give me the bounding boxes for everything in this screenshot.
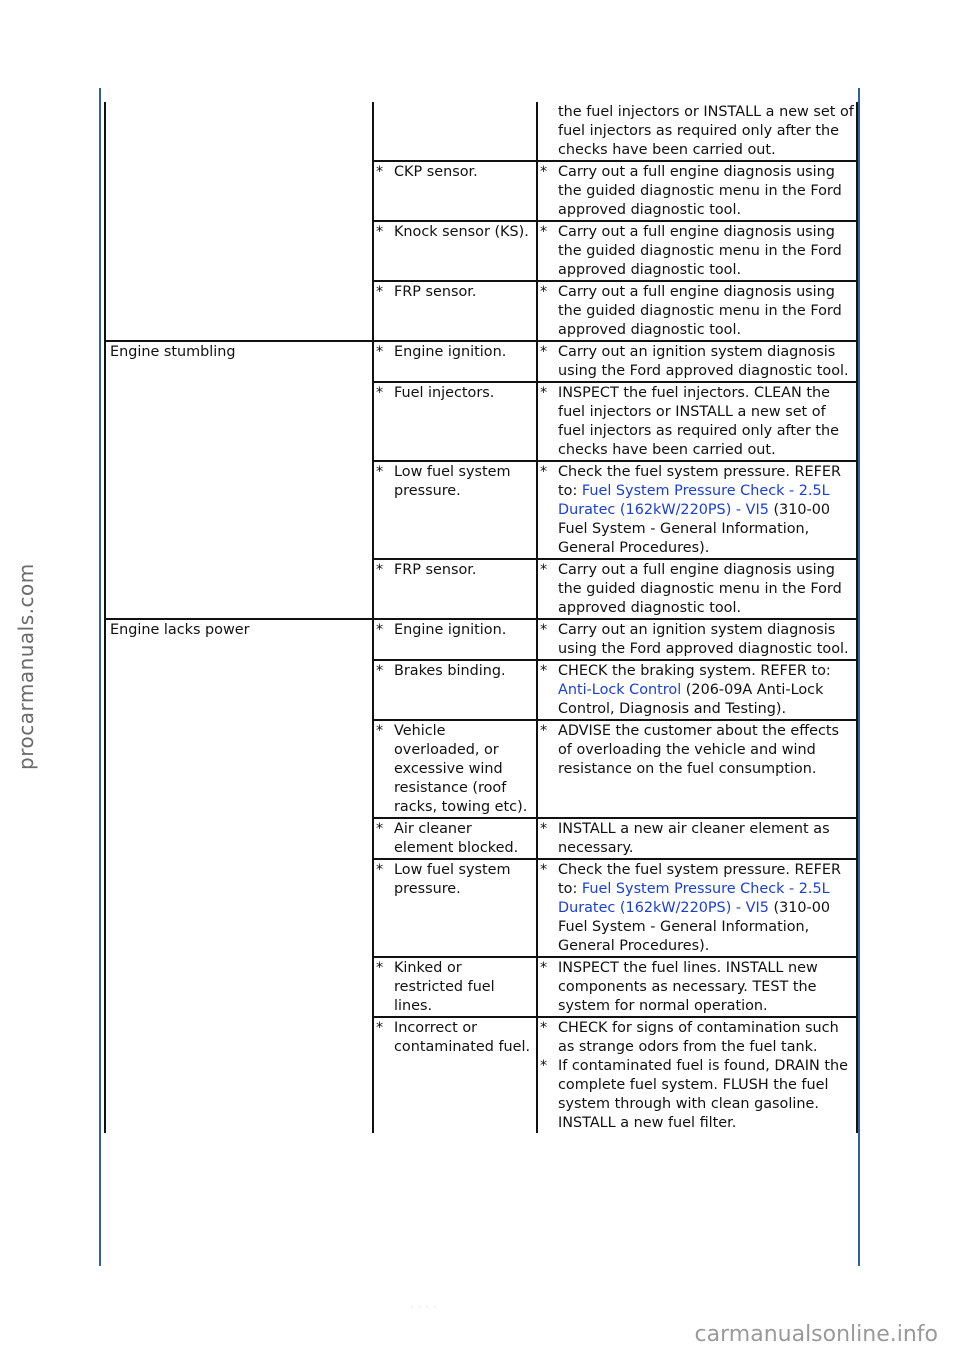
bullet-star-icon: *: [540, 862, 548, 878]
bullet-star-icon: *: [376, 284, 384, 300]
action-cell: [537, 859, 857, 957]
table-row: [105, 619, 857, 660]
action-text-fragment: Check the fuel system pressure. REFER to:: [558, 862, 842, 897]
source-text: Vehicle overloaded, or excessive wind resistance (roof racks, towing etc).: [394, 723, 528, 815]
source-text: Kinked or restricted fuel lines.: [394, 960, 495, 1014]
bullet-star-icon: *: [540, 224, 548, 240]
action-text-fragment: Carry out a full engine diagnosis using the guided diagnostic menu in the Ford approved diagnostic tool.: [558, 224, 842, 278]
bullet-star-icon: *: [540, 562, 548, 578]
condition-text: [106, 281, 372, 283]
action-cell: [537, 1017, 857, 1133]
bullet-star-icon: *: [376, 344, 384, 360]
table-row: [105, 341, 857, 382]
condition-cell: [105, 461, 373, 559]
condition-text: Engine stumbling: [110, 344, 236, 360]
table-row: [105, 161, 857, 221]
condition-cell: [105, 102, 373, 161]
source-text: CKP sensor.: [394, 164, 478, 180]
bullet-star-icon: *: [376, 224, 384, 240]
condition-cell: [105, 281, 373, 341]
action-text: [558, 722, 854, 779]
action-cell: [537, 382, 857, 461]
action-item: [540, 621, 854, 659]
action-item: [540, 223, 854, 280]
bullet-star-icon: *: [376, 821, 384, 837]
condition-cell: [105, 382, 373, 461]
source-item: [376, 820, 534, 858]
bullet-star-icon: *: [376, 385, 384, 401]
source-cell: [373, 660, 537, 720]
source-item: [376, 384, 534, 403]
action-text: [558, 561, 854, 618]
bullet-star-icon: *: [540, 385, 548, 401]
action-text-fragment: Carry out a full engine diagnosis using the guided diagnostic menu in the Ford approved diagnostic tool.: [558, 284, 842, 338]
action-item: [540, 722, 854, 779]
action-text-fragment: (206-09A Anti-Lock Control, Diagnosis and Testing).: [558, 682, 824, 717]
condition-text: [106, 161, 372, 163]
action-cell: [537, 461, 857, 559]
bullet-star-icon: *: [376, 663, 384, 679]
condition-cell: [105, 957, 373, 1017]
action-item: [540, 463, 854, 558]
action-item: [540, 343, 854, 381]
action-text: [558, 662, 854, 719]
source-cell: [373, 720, 537, 818]
source-cell: [373, 102, 537, 161]
table-row: [105, 221, 857, 281]
table-row: [105, 1017, 857, 1133]
action-text-fragment: CHECK the braking system. REFER to:: [558, 663, 831, 679]
bullet-star-icon: *: [540, 1058, 548, 1074]
source-text: Air cleaner element blocked.: [394, 821, 519, 856]
bullet-star-icon: *: [376, 164, 384, 180]
side-watermark: procarmanuals.com: [14, 563, 38, 770]
source-item: [376, 561, 534, 580]
condition-cell: [105, 619, 373, 660]
condition-text: [106, 461, 372, 463]
condition-cell: [105, 221, 373, 281]
action-cell: [537, 619, 857, 660]
bullet-star-icon: *: [540, 284, 548, 300]
action-item: [540, 1057, 854, 1133]
action-cell: [537, 281, 857, 341]
source-text: Brakes binding.: [394, 663, 506, 679]
source-cell: [373, 461, 537, 559]
action-text: [558, 384, 854, 460]
bullet-star-icon: *: [376, 622, 384, 638]
source-item: [376, 861, 534, 899]
bullet-star-icon: *: [540, 723, 548, 739]
action-text: [558, 621, 854, 659]
source-item: [376, 722, 534, 817]
source-text: Low fuel system pressure.: [394, 464, 511, 499]
table-row: [105, 461, 857, 559]
bullet-star-icon: *: [540, 960, 548, 976]
symptom-chart-table: [104, 102, 858, 1133]
source-item: [376, 343, 534, 362]
action-item: [540, 163, 854, 220]
action-text: [558, 959, 854, 1016]
action-cell: [537, 102, 857, 161]
bullet-star-icon: *: [540, 821, 548, 837]
action-text-fragment: (310-00 Fuel System - General Information, General Procedures).: [558, 502, 831, 556]
page-frame-left: [99, 88, 101, 1266]
bullet-star-icon: *: [376, 464, 384, 480]
action-text-fragment: CHECK for signs of contamination such as strange odors from the fuel tank.: [558, 1020, 839, 1055]
condition-text: [106, 559, 372, 561]
action-text: [558, 861, 854, 956]
action-item: [540, 662, 854, 719]
source-item: [376, 223, 534, 242]
reference-link[interactable]: Fuel System Pressure Check - 2.5L Duratec (162kW/220PS) - VI5: [558, 483, 830, 518]
source-item: [376, 1019, 534, 1057]
bullet-star-icon: [540, 103, 558, 160]
action-text: [558, 163, 854, 220]
table-row: [105, 102, 857, 161]
bullet-star-icon: *: [376, 562, 384, 578]
action-item: [540, 103, 854, 160]
bullet-star-icon: *: [540, 622, 548, 638]
page-frame-right: [858, 88, 860, 1266]
source-cell: [373, 619, 537, 660]
condition-cell: [105, 559, 373, 619]
action-text-fragment: INSPECT the fuel lines. INSTALL new components as necessary. TEST the system for normal operation.: [558, 960, 818, 1014]
diagnosis-table-container: [104, 102, 856, 1133]
source-text: Knock sensor (KS).: [394, 224, 529, 240]
action-text-fragment: Carry out an ignition system diagnosis using the Ford approved diagnostic tool.: [558, 344, 849, 379]
action-text-fragment: the fuel injectors or INSTALL a new set of fuel injectors as required only after the checks have been carried out.: [558, 104, 854, 158]
source-text: Engine ignition.: [394, 622, 507, 638]
action-text-fragment: INSTALL a new air cleaner element as necessary.: [558, 821, 830, 856]
source-cell: [373, 818, 537, 859]
bullet-star-icon: *: [376, 723, 384, 739]
action-text-fragment: Carry out a full engine diagnosis using the guided diagnostic menu in the Ford approved diagnostic tool.: [558, 164, 842, 218]
table-row: [105, 382, 857, 461]
bullet-star-icon: *: [540, 663, 548, 679]
condition-cell: [105, 818, 373, 859]
action-item: [540, 959, 854, 1016]
condition-text: [106, 859, 372, 861]
action-text-fragment: Carry out an ignition system diagnosis using the Ford approved diagnostic tool.: [558, 622, 849, 657]
action-text-fragment: Check the fuel system pressure. REFER to:: [558, 464, 842, 499]
source-item: [376, 163, 534, 182]
source-text: Engine ignition.: [394, 344, 507, 360]
action-text: [558, 283, 854, 340]
action-text: [558, 820, 854, 858]
condition-text: [106, 818, 372, 820]
source-text: Low fuel system pressure.: [394, 862, 511, 897]
source-cell: [373, 957, 537, 1017]
condition-text: [106, 660, 372, 662]
action-item: [540, 1019, 854, 1057]
action-text: [558, 343, 854, 381]
table-row: [105, 660, 857, 720]
reference-link[interactable]: Fuel System Pressure Check - 2.5L Duratec (162kW/220PS) - VI5: [558, 881, 830, 916]
bullet-star-icon: *: [540, 1020, 548, 1036]
table-row: [105, 720, 857, 818]
action-text-fragment: INSPECT the fuel injectors. CLEAN the fuel injectors or INSTALL a new set of fuel injectors as required only after the checks have been carried out.: [558, 385, 839, 458]
action-text: [558, 1019, 854, 1057]
action-cell: [537, 720, 857, 818]
action-cell: [537, 221, 857, 281]
bullet-star-icon: *: [376, 862, 384, 878]
condition-text: [106, 382, 372, 384]
condition-cell: [105, 1017, 373, 1133]
condition-text: [106, 957, 372, 959]
action-cell: [537, 559, 857, 619]
symptom-chart-body: [105, 102, 857, 1133]
action-text: [558, 463, 854, 558]
table-row: [105, 957, 857, 1017]
table-row: [105, 859, 857, 957]
action-cell: [537, 957, 857, 1017]
action-text-fragment: If contaminated fuel is found, DRAIN the complete fuel system. FLUSH the fuel system through with clean gasoline. INSTALL a new fuel filter.: [558, 1058, 848, 1131]
action-text: [558, 103, 854, 160]
action-item: [540, 861, 854, 956]
table-row: [105, 281, 857, 341]
source-item: [376, 662, 534, 681]
source-item: [376, 283, 534, 302]
source-text: FRP sensor.: [394, 562, 477, 578]
action-cell: [537, 341, 857, 382]
reference-link[interactable]: Anti-Lock Control: [558, 682, 682, 698]
source-cell: [373, 1017, 537, 1133]
action-text: [558, 223, 854, 280]
action-cell: [537, 818, 857, 859]
source-cell: [373, 221, 537, 281]
condition-cell: [105, 859, 373, 957]
condition-cell: [105, 720, 373, 818]
source-cell: [373, 559, 537, 619]
action-item: [540, 820, 854, 858]
action-text-fragment: ADVISE the customer about the effects of overloading the vehicle and wind resistance on the fuel consumption.: [558, 723, 840, 777]
source-text: FRP sensor.: [394, 284, 477, 300]
source-item: [376, 463, 534, 501]
action-text-fragment: Carry out a full engine diagnosis using the guided diagnostic menu in the Ford approved diagnostic tool.: [558, 562, 842, 616]
action-text-fragment: (310-00 Fuel System - General Information, General Procedures).: [558, 900, 831, 954]
action-text: [558, 1057, 854, 1133]
bullet-star-icon: *: [376, 1020, 384, 1036]
table-row: [105, 559, 857, 619]
condition-cell: [105, 161, 373, 221]
source-cell: [373, 161, 537, 221]
source-text: Incorrect or contaminated fuel.: [394, 1020, 531, 1055]
bottom-watermark: carmanualsonline.info: [694, 1322, 938, 1347]
table-row: [105, 818, 857, 859]
source-cell: [373, 341, 537, 382]
action-item: [540, 283, 854, 340]
page-footer: · · · ·: [410, 1300, 437, 1314]
source-cell: [373, 281, 537, 341]
condition-cell: [105, 660, 373, 720]
condition-text: [106, 221, 372, 223]
action-item: [540, 561, 854, 618]
source-cell: [373, 382, 537, 461]
condition-cell: [105, 341, 373, 382]
source-item: [376, 959, 534, 1016]
action-item: [540, 384, 854, 460]
condition-text: Engine lacks power: [110, 622, 250, 638]
condition-text: [106, 720, 372, 722]
source-text: Fuel injectors.: [394, 385, 495, 401]
condition-text: [106, 1017, 372, 1019]
bullet-star-icon: *: [540, 164, 548, 180]
bullet-star-icon: *: [376, 960, 384, 976]
source-item: [376, 621, 534, 640]
source-cell: [373, 859, 537, 957]
action-cell: [537, 161, 857, 221]
bullet-star-icon: *: [540, 344, 548, 360]
action-cell: [537, 660, 857, 720]
bullet-star-icon: *: [540, 464, 548, 480]
condition-text: [106, 102, 372, 104]
